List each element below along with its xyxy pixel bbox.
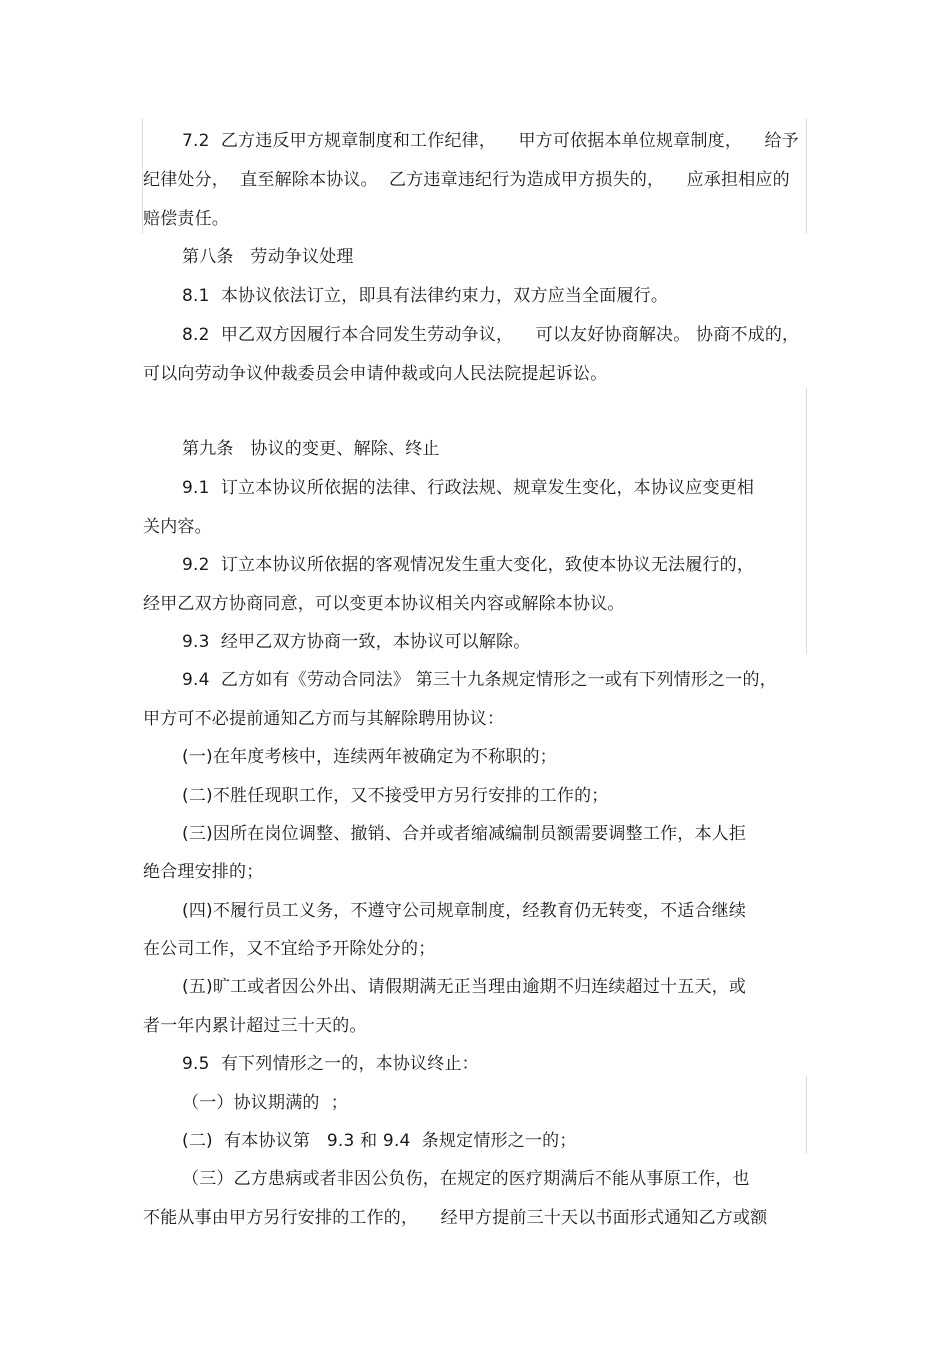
text-line: 绝合理安排的； <box>143 862 264 882</box>
text-line: 9.3 经甲乙双方协商一致，本协议可以解除。 <box>182 632 531 652</box>
right-border-top <box>806 118 807 234</box>
text-line: (二) 有本协议第 9.3 和 9.4 条规定情形之一的； <box>182 1131 577 1151</box>
text-line: 9.1 订立本协议所依据的法律、行政法规、规章发生变化，本协议应变更相 <box>182 478 755 498</box>
text-line: 可以向劳动争议仲裁委员会申请仲裁或向人民法院提起诉讼。 <box>143 364 608 384</box>
text-line: 9.5 有下列情形之一的，本协议终止： <box>182 1054 479 1074</box>
section-heading: 第八条 劳动争议处理 <box>182 247 354 267</box>
text-line: (四)不履行员工义务，不遵守公司规章制度，经教育仍无转变，不适合继续 <box>182 901 747 921</box>
text-line: 关内容。 <box>143 517 212 537</box>
text-line: 在公司工作，又不宜给予开除处分的； <box>143 939 436 959</box>
text-line: 甲方可不必提前通知乙方而与其解除聘用协议： <box>143 709 505 729</box>
text-line: 经甲乙双方协商同意，可以变更本协议相关内容或解除本协议。 <box>143 594 625 614</box>
text-line: (三)因所在岗位调整、撤销、合并或者缩减编制员额需要调整工作，本人拒 <box>182 824 747 844</box>
section-heading: 第九条 协议的变更、解除、终止 <box>182 439 440 459</box>
text-line: 8.1 本协议依法订立，即具有法律约束力，双方应当全面履行。 <box>182 286 669 306</box>
text-line: 者一年内累计超过三十天的。 <box>143 1016 367 1036</box>
text-line: 7.2 乙方违反甲方规章制度和工作纪律， 甲方可依据本单位规章制度， 给予 <box>182 131 799 151</box>
text-line: 9.2 订立本协议所依据的客观情况发生重大变化，致使本协议无法履行的， <box>182 555 755 575</box>
right-border-bottom <box>806 1076 807 1154</box>
text-line: (一)在年度考核中，连续两年被确定为不称职的； <box>182 747 557 767</box>
right-border-mid <box>806 388 807 654</box>
text-line: （一）协议期满的 ； <box>182 1093 349 1113</box>
text-line: 不能从事由甲方另行安排的工作的， 经甲方提前三十天以书面形式通知乙方或额 <box>143 1208 768 1228</box>
text-line: (二)不胜任现职工作，又不接受甲方另行安排的工作的； <box>182 786 609 806</box>
text-line: (五)旷工或者因公外出、请假期满无正当理由逾期不归连续超过十五天，或 <box>182 977 747 997</box>
text-line: 8.2 甲乙双方因履行本合同发生劳动争议， 可以友好协商解决。 协商不成的， <box>182 325 800 345</box>
text-line: 9.4 乙方如有《劳动合同法》 第三十九条规定情形之一或有下列情形之一的， <box>182 670 777 690</box>
text-line: 纪律处分， 直至解除本协议。 乙方违章违纪行为造成甲方损失的， 应承担相应的 <box>143 170 790 190</box>
text-line: 赔偿责任。 <box>143 209 229 229</box>
text-line: （三）乙方患病或者非因公负伤，在规定的医疗期满后不能从事原工作，也 <box>182 1169 750 1189</box>
